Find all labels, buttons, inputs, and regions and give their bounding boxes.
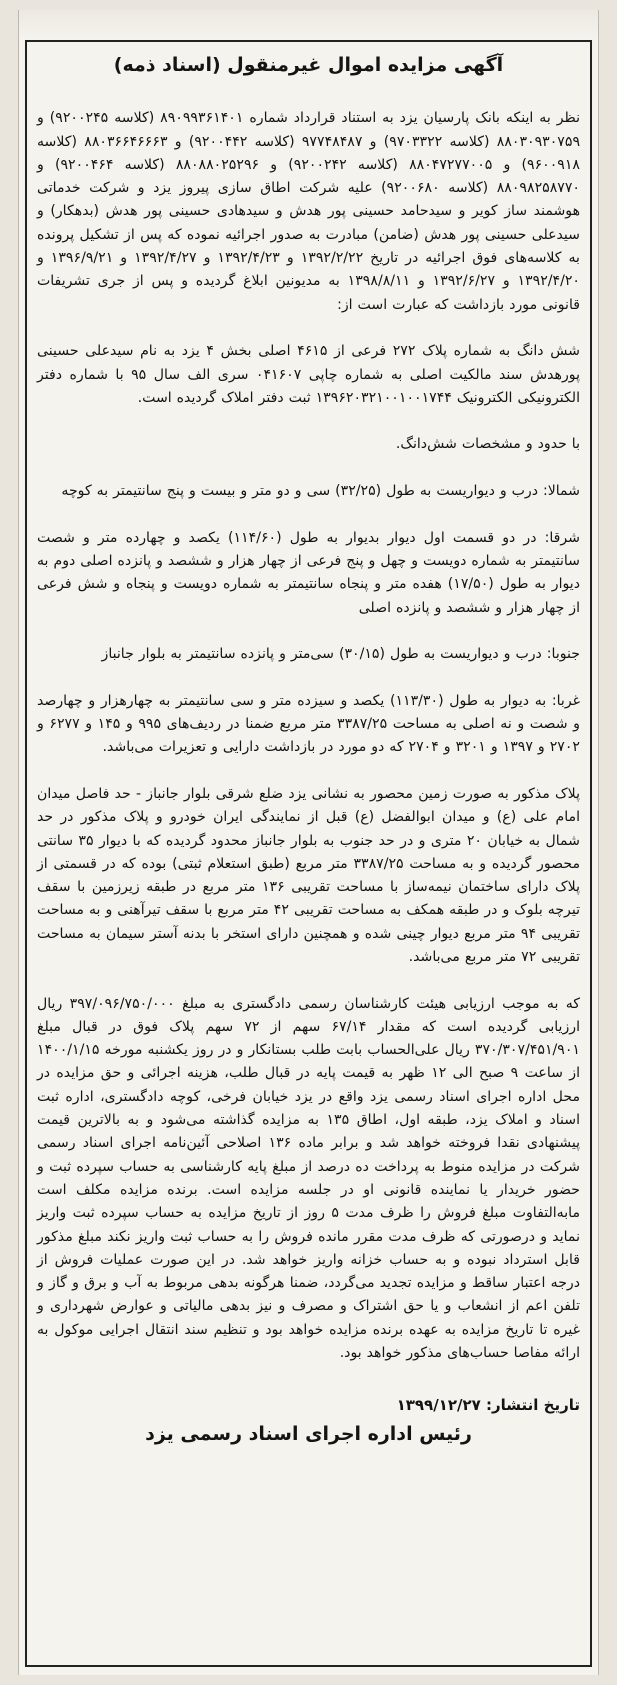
- paragraph-west: غربا: به دیوار به طول (۱۱۳/۳۰) یکصد و سیزده متر و سی سانتیمتر به چهارهزار و چهارصد و شصت و نه اصلی به مساحت ۳۳۸۷/۲۵ متر مربع ضمنا در ردیف‌های ۹۹۵ و ۱۴۵ و ۶۲۷۷ و ۲۷۰۲ و ۱۳۹۷ و ۳۲۰۱ و ۲۷۰۴ که دو مورد در بازداشت دارایی و تعزیرات می‌باشد.: [37, 692, 580, 756]
- paragraph-intro: نظر به اینکه بانک پارسیان یزد به استناد قرارداد شماره ۸۹۰۹۹۳۶۱۴۰۱ (کلاسه ۹۲۰۰۲۴۵) و ۸۸۰۳۰۹۳۰۷۵۹ (کلاسه ۹۷۰۳۳۲۲) و ۹۷۷۴۸۴۸۷ (کلاسه ۹۲۰۰۴۴۲) و ۸۸۰۳۶۶۴۶۶۶۳ (کلاسه ۹۶۰۰۹۱۸) و ۸۸۰۴۷۲۷۷۰۰۵ (کلاسه ۹۲۰۰۲۴۲) و ۸۸۰۸۸۰۲۵۲۹۶ (کلاسه ۹۲۰۰۴۶۴) و ۸۸۰۹۸۲۵۸۷۷۰ (کلاسه ۹۲۰۰۶۸۰) علیه شرکت اطاق سازی پیروز یزد و شرکت خدماتی هوشمند ساز کویر و سیدحامد حسینی پور هدش و سیدهادی حسینی پور هدش (بدهکار) و سیدعلی حسینی پور هدش (ضامن) مبادرت به صدور اجرائیه نموده که پس از تشکیل پرونده به کلاسه‌های فوق اجرائیه در تاریخ ۱۳۹۲/۲/۲۲ و ۱۳۹۲/۴/۲۳ و ۱۳۹۲/۴/۲۷ و ۱۳۹۶/۹/۲۱ و ۱۳۹۲/۴/۲۰ و ۱۳۹۲/۶/۲۷ و ۱۳۹۸/۸/۱۱ به مدیونین ابلاغ گردیده و پس از جری تشریفات قانونی مورد بازداشت که عبارت است از:: [37, 110, 581, 313]
- paragraph-description: پلاک مذکور به صورت زمین محصور به نشانی یزد ضلع شرقی بلوار جانباز - حد فاصل میدان امام علی (ع) و میدان ابوالفضل (ع) قبل از نمایندگی ایران خودرو و پلاک مذکور در حد شمال به خیابان ۲۰ متری و در حد جنوب به بلوار جانباز محدود گردیده که با دیوار ۳۵ سانتی محصور گردیده و به مساحت ۳۳۸۷/۲۵ متر مربع (طبق استعلام ثبتی) بوده که در قسمتی از پلاک دارای ساختمان نیمه‌ساز با مساحت تقریبی ۱۳۶ متر مربع در طبقه زیرزمین با سقف تیرچه بلوک و در طبقه همکف به مساحت تقریبی ۴۲ متر مربع با سقف تیرآهنی و به مساحت تقریبی ۹۴ متر مربع دیوار چینی شده و همچنین دارای استخر با بدنه آستر سیمان به مساحت تقریبی ۷۲ متر مربع می‌باشد.: [37, 785, 581, 965]
- signature: رئیس اداره اجرای اسناد رسمی یزد: [145, 1422, 472, 1445]
- notice-title: آگهی مزایده اموال غیرمنقول (اسناد ذمه): [113, 54, 504, 76]
- paragraph-boundaries-heading: با حدود و مشخصات شش‌دانگ.: [395, 436, 580, 453]
- paragraph-east: شرقا: در دو قسمت اول دیوار بدیوار به طول (۱۱۴/۶۰) یکصد و چهارده متر و شصت سانتیمتر به شماره دویست و چهل و پنج فرعی از چهار هزار و ششصد و پانزده اصلی دوم به دیوار به طول (۱۷/۵۰) هفده متر و پنجاه سانتیمتر به شماره دویست و پنجاه و شش فرعی از چهار هزار و ششصد و پانزده اصلی: [37, 529, 580, 616]
- paragraph-north: شمالا: درب و دیواریست به طول (۳۲/۲۵) سی و دو متر و بیست و پنج سانتیمتر به کوچه: [61, 483, 580, 500]
- notice-body: [37, 84, 580, 1389]
- paragraph-south: جنوبا: درب و دیواریست به طول (۳۰/۱۵) سی‌متر و پانزده سانتیمتر به بلوار جانباز: [101, 646, 580, 663]
- paragraph-property: شش دانگ به شماره پلاک ۲۷۲ فرعی از ۴۶۱۵ اصلی بخش ۴ یزد به نام سیدعلی حسینی پورهدش سند مالکیت اصلی به شماره چاپی ۰۴۱۶۰۷ سری الف سال ۹۵ با شماره دفتر الکترونیکی الکترونیک ۱۳۹۶۲۰۳۲۱۰۰۱۰۰۱۷۴۴ ثبت دفتر املاک گردیده است.: [37, 343, 580, 406]
- clipped-header-strip: [19, 10, 598, 40]
- publish-date: تاریخ انتشار: ۱۳۹۹/۱۲/۲۷: [396, 1395, 580, 1414]
- newspaper-page: [18, 10, 599, 1675]
- paragraph-auction-terms: که به موجب ارزیابی هیئت کارشناسان رسمی دادگستری به مبلغ ۳۹۷/۰۹۶/۷۵۰/۰۰۰ ریال ارزیابی گردیده است که مقدار ۶۷/۱۴ سهم از ۷۲ سهم پلاک فوق در قبال مبلغ ۳۷۰/۳۰۷/۴۵۱/۹۰۱ ریال علی‌الحساب بابت طلب بستانکار و در روز یکشنبه مورخه ۱۴۰۰/۱/۱۵ از ساعت ۹ صبح الی ۱۲ ظهر به قیمت پایه در قبال طلب، هزینه اجرائی و حق مزایده در محل اداره اجرای اسناد رسمی یزد واقع در یزد خیابان فرخی، کوچه دادگستری، اداره ثبت اسناد و املاک یزد، طبقه اول، اطاق ۱۳۵ به مزایده گذاشته می‌شود و به بالاترین قیمت پیشنهادی نقدا فروخته خواهد شد و برابر ماده ۱۳۶ اصلاحی آئین‌نامه اجرای اسناد رسمی شرکت در مزایده منوط به پرداخت ده درصد از مبلغ پایه کارشناسی به حساب سپرده ثبت و حضور خریدار یا نماینده قانونی او در جلسه مزایده است. برنده مزایده مکلف است مابه‌التفاوت مبلغ فروش را ظرف مدت ۵ روز از تاریخ مزایده به حساب سپرده ثبت واریز نماید و درصورتی که ظرف مدت مقرر مانده فروش را به حساب ثبت واریز نکند مبلغ مذکور قابل استرداد نبوده و به حساب خزانه واریز خواهد شد. در این صورت عملیات فروش از درجه اعتبار ساقط و مزایده تجدید می‌گردد، ضمنا هرگونه بدهی مربوط به آب و برق و گاز و تلفن اعم از انشعاب و یا حق اشتراک و مصرف و نیز بدهی مالیاتی و عوارض شهرداری و غیره تا تاریخ مزایده به عهده برنده مزایده خواهد بود و تنظیم سند انتقال اجرایی موکول به ارائه مفاصا حساب‌های مذکور خواهد بود.: [37, 995, 581, 1362]
- notice-frame: [25, 40, 592, 1667]
